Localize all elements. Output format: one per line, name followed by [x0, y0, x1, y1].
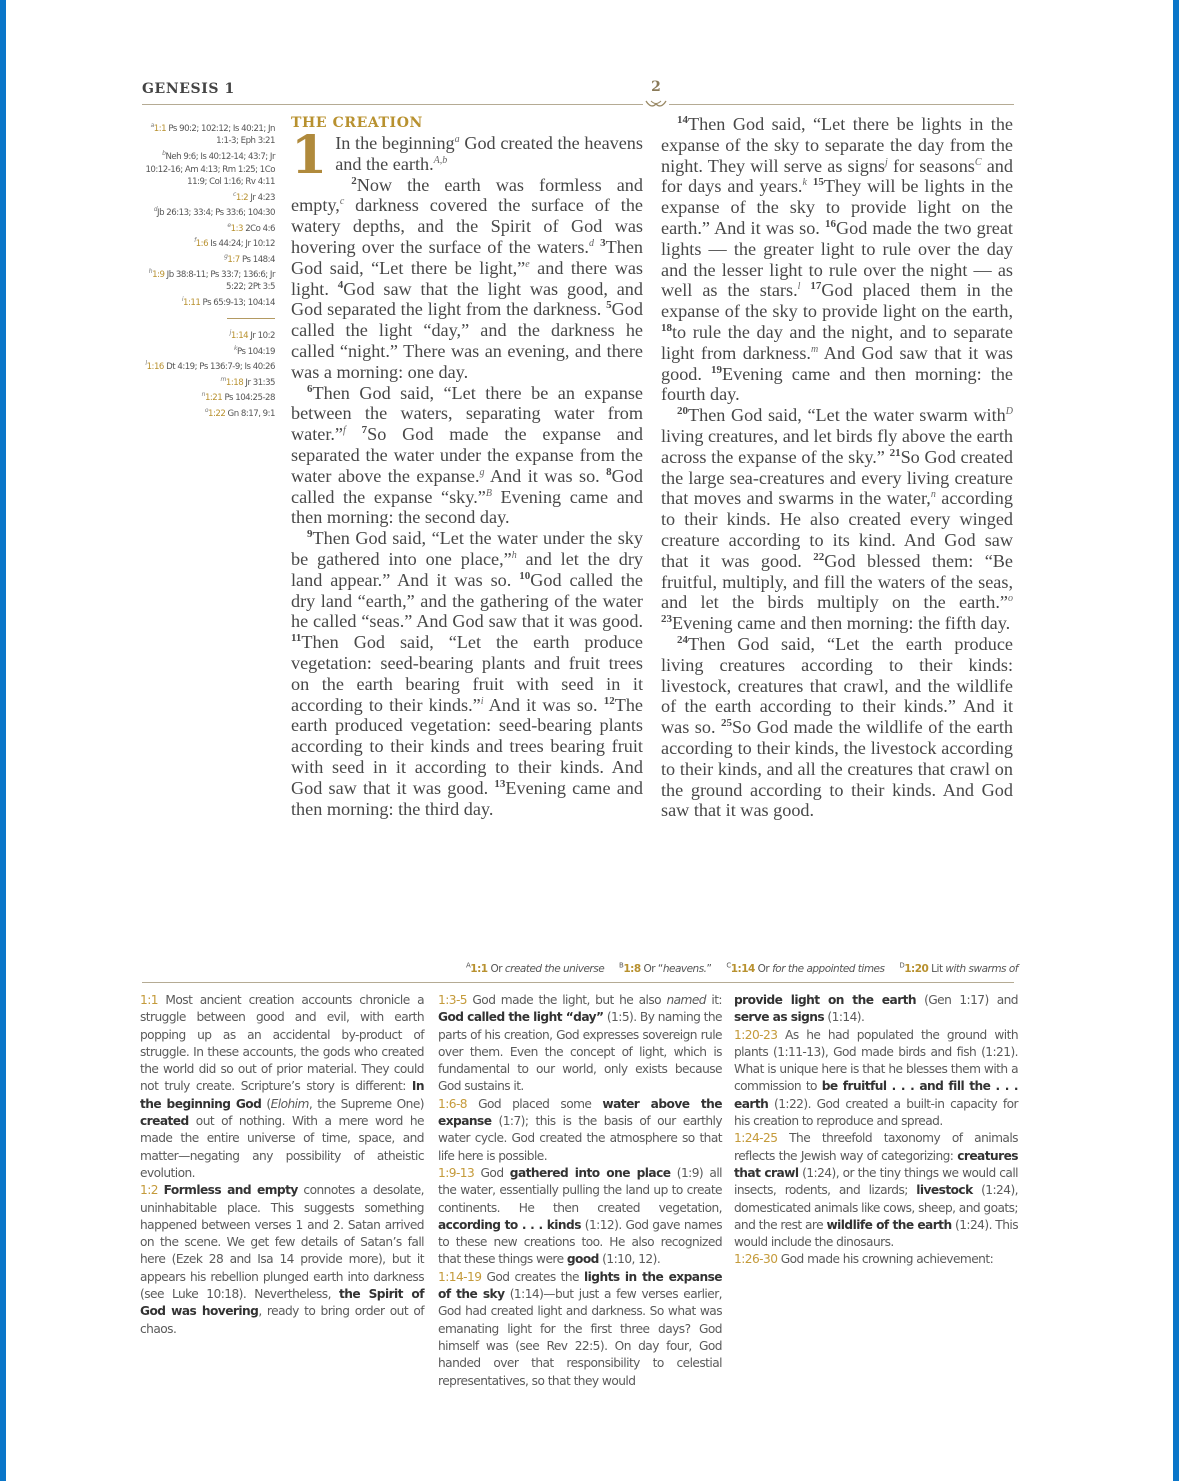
study-note: 1:2 Formless and empty connotes a desolate, uninhabitable place. This suggests something happened between verses 1 and 2. Satan arrived on the scene. We get few details of Satan’s fall here (Ezek 28 and Isa 14 provide more), but it appears his rebellion plunged earth into darkness (see Luke 10:18). Nevertheless, the Spirit of God was hovering, ready to bring order out of chaos. — [140, 1183, 424, 1336]
xref-e: $^e$1:3 2Co 4:6 — [227, 221, 275, 234]
study-note: 1:20-23 As he had populated the ground with plants (1:11-13), God made birds and fish (1:21). What is unique here is that he blesses them with a commission to be fruitful . . . and fill the . . . earth (1:22). God created a built-in capacity for his creation to reproduce and spread. — [734, 1027, 1018, 1129]
study-note: 1:9-13 God gathered into one place (1:9) all the water, essentially pulling the land up to create continents. He then created vegetation, according to . . . kinds (1:12). God gave names to these new creations too. He also recognized that these things were good (1:10, 12). — [438, 1165, 723, 1267]
xref-i: $^i$1:11 Ps 65:9-13; 104:14 — [181, 296, 275, 308]
verse-paragraph: 1 In the beginning$^a$ God created the heavens and the earth.$^{A,b}$ — [291, 125, 643, 186]
xref-d: $^d$Jb 26:13; 33:4; Ps 33:6; 104:30 — [153, 206, 275, 218]
study-note: 1:3-5 God made the light, but he also named it: God called the light “day” (1:5). By naming the parts of his creation, God expresses sovereign rule over them. Even the concept of light, which is fundamental to our world, only exists because God sustains it. — [438, 993, 722, 1094]
study-note: 1:1 Most ancient creation accounts chronicle a struggle between good and evil, with earth popping up as an accidental by-product of struggle. In these accounts, the gods who created the world did so out of prior material. They could not truly create. Scripture’s story is different: In the beginning God (Elohim, the Supreme One) created out of nothing. With a mere word he made the entire universe of time, space, and matter—negating any possibility of atheistic evolution. — [140, 993, 425, 1180]
page-number: 2 — [651, 79, 661, 95]
verse-paragraph: $^{14}$Then God said, “Let there be lights in the expanse of the sky to separate the day from the night. They will serve as signs$^j$ for seasons$^C$ and for days and years.$^k$ $^{15}$They will be lights in the expanse of the sky to provide light on the earth.” And it was so. $^{16}$God made the two great lights — the greater light to rule over the day and the lesser light to rule over the night — as well as the stars.$^l$ $^{17}$God placed them in the expanse of the sky to provide light on the earth, $^{18}$to rule the day and the night, and to separate light from darkness.$^m$ And God saw that it was good. $^{19}$Evening came and then morning: the fourth day. — [661, 113, 1014, 405]
study-note: 1:14-19 God creates the lights in the expanse of the sky (1:14)—but just a few verses earlier, God had created light and darkness. So what was emanating light for the first three days? God himself was (see Rev 22:5). On day four, God handed over that responsibility to celestial representatives, so that they would — [438, 1269, 722, 1388]
xref-a: $^a$1:1 Ps 90:2; 102:12; Is 40:21; Jn 1:1-3; Eph 3:21 — [150, 122, 275, 147]
verse-paragraph: $^{24}$Then God said, “Let the earth produce living creatures according to their kinds: livestock, creatures that crawl, and the wildlife of the earth according to their kinds.” And it was so. $^{25}$So God made the wildlife of the earth according to their kinds, the livestock according to their kinds, and all the creatures that crawl on the ground according to their kinds. And God saw that it was good. — [661, 633, 1013, 821]
running-head: GENESIS 1 — [142, 81, 235, 97]
xref-b: $^b$Neh 9:6; Is 40:12-14; 43:7; Jr 10:12-16; Am 4:13; Rm 1:25; 1Co 11:9; Col 1:16; Rv 4:11 — [145, 150, 275, 188]
section-heading: THE CREATION — [291, 115, 423, 131]
study-note: 1:26-30 God made his crowning achievement: — [734, 1252, 994, 1267]
study-note: 1:6-8 God placed some water above the expanse (1:7); this is the basis of our earthly water cycle. God created the atmosphere so that life here is possible. — [438, 1096, 722, 1163]
xref-m: $^m$1:18 Jr 31:35 — [220, 375, 275, 388]
xref-l: $^l$1:16 Dt 4:19; Ps 136:7-9; Is 40:26 — [145, 360, 275, 373]
xref-j: $^j$1:14 Jr 10:2 — [229, 329, 275, 342]
study-notes-column-1 — [140, 992, 424, 1338]
chapter-number: 1 — [291, 125, 328, 186]
footnote-C: $^C$1:14 Or for the appointed times — [726, 961, 885, 975]
footnote-B: $^B$1:8 Or “heavens.” — [619, 961, 712, 975]
scripture-column-1 — [291, 114, 643, 819]
xref-f: $^f$1:6 Is 44:24; Jr 10:12 — [194, 237, 275, 249]
footnote-A: $^A$1:1 Or created the universe — [466, 961, 605, 975]
scripture-column-2 — [661, 114, 1013, 821]
xref-divider — [227, 318, 275, 319]
xref-o: $^o$1:22 Gn 8:17, 9:1 — [204, 406, 275, 419]
verse-paragraph: $^2$Now the earth was formless and empty,$^c$ darkness covered the surface of the watery depths, and the Spirit of God was hovering over the surface of the waters.$^d$ $^3$Then God said, “Let there be light,”$^e$ and there was light. $^4$God saw that the light was good, and God separated the light from the darkness. $^5$God called the light “day,” and the darkness he called “night.” There was an evening, and there was a morning: one day. — [291, 174, 644, 382]
window-border-right — [1173, 0, 1179, 1481]
study-note-continued: provide light on the earth (Gen 1:17) and serve as signs (1:14). — [734, 993, 1018, 1025]
study-note: 1:24-25 The threefold taxonomy of animals reflects the Jewish way of categorizing: creatures that crawl (1:24), or the tiny things we would call insects, rodents, and lizards; livestock (1:24), domesticated animals like cows, sheep, and goats; and the rest are wildlife of the earth (1:24). This would include the dinosaurs. — [734, 1131, 1019, 1250]
window-border-left — [0, 0, 6, 1481]
bible-page — [130, 70, 1030, 1388]
fleuron-ornament-icon — [643, 97, 669, 111]
xref-h: $^h$1:9 Jb 38:8-11; Ps 33:7; 136:6; Jr 5:22; 2Pt 3:5 — [148, 267, 275, 293]
footnote-D: $^D$1:20 Lit with swarms of — [899, 961, 1018, 975]
xref-n: $^n$1:21 Ps 104:25-28 — [201, 391, 275, 404]
footnote-rule — [142, 982, 1014, 983]
study-notes-column-2 — [438, 992, 722, 1390]
xref-c: $^c$1:2 Jr 4:23 — [233, 190, 275, 203]
verse-paragraph: $^9$Then God said, “Let the water under the sky be gathered into one place,”$^h$ and let the dry land appear.” And it was so. $^{10}$God called the dry land “earth,” and the gathering of the water he called “seas.” And God saw that it was good. $^{11}$Then God said, “Let the earth produce vegetation: seed-bearing plants and fruit trees on the earth bearing fruit with seed in it according to their kinds.”$^i$ And it was so. $^{12}$The earth produced vegetation: seed-bearing plants according to their kinds and trees bearing fruit with seed in it according to their kinds. And God saw that it was good. $^{13}$Evening came and then morning: the third day. — [291, 528, 643, 819]
verse-paragraph: $^{20}$Then God said, “Let the water swarm with$^D$ living creatures, and let birds fly above the earth across the expanse of the sky.” $^{21}$So God created the large sea-creatures and every living creature that moves and swarms in the water,$^n$ according to their kinds. He also created every winged creature according to its kind. And God saw that it was good. $^{22}$God blessed them: “Be fruitful, multiply, and fill the waters of the seas, and let the birds multiply on the earth.”$^o$ $^{23}$Evening came and then morning: the fifth day. — [661, 405, 1014, 634]
verse-paragraph: $^6$Then God said, “Let there be an expanse between the waters, separating water from water.”$^f$ $^7$So God made the expanse and separated the water under the expanse from the water above the expanse.$^g$ And it was so. $^8$God called the expanse “sky.”$^B$ Evening came and then morning: the second day. — [291, 382, 643, 528]
translation-footnotes — [378, 961, 1018, 975]
xref-k: $^k$Ps 104:19 — [234, 344, 275, 357]
cross-references — [140, 120, 275, 420]
xref-g: $^g$1:7 Ps 148:4 — [224, 252, 275, 265]
header-rule — [142, 104, 1014, 105]
study-notes-column-3 — [734, 992, 1018, 1269]
